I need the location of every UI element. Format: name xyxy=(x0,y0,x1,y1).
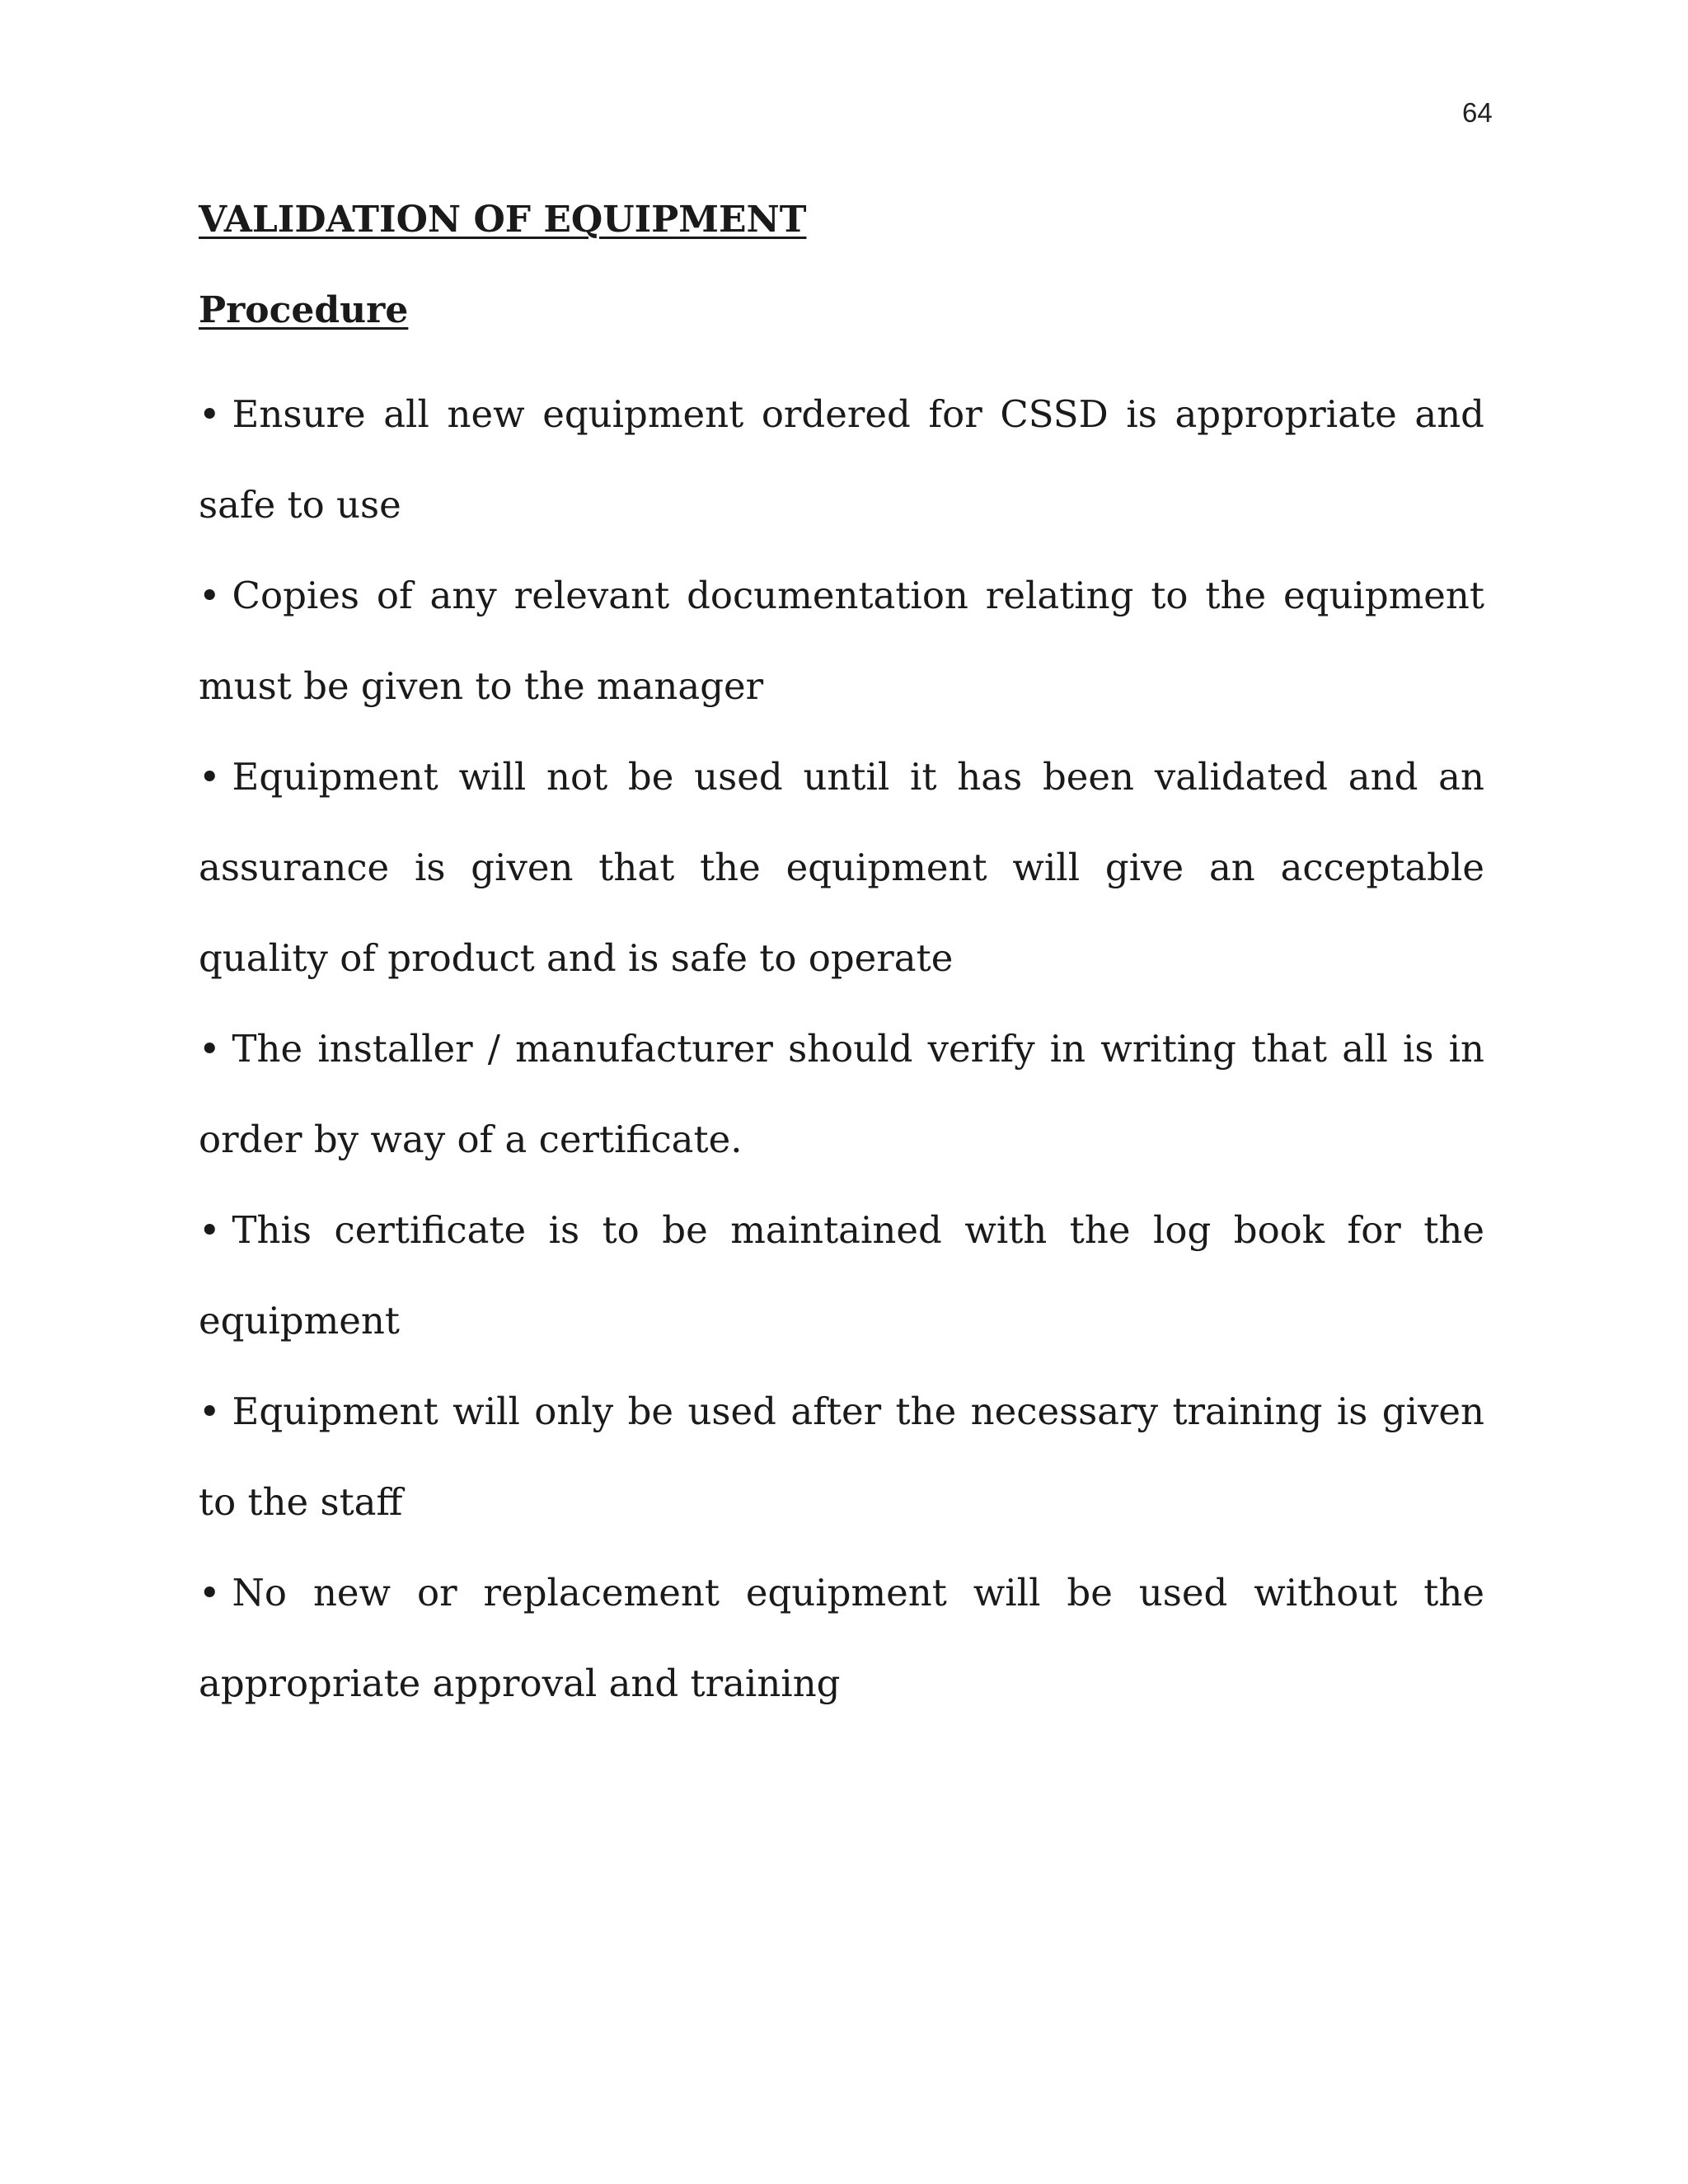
bullet-icon: • xyxy=(199,1390,221,1433)
list-item xyxy=(199,1004,1484,1185)
list-item-text: This certificate is to be maintained with the log book for the equipment xyxy=(199,1208,1484,1343)
list-item xyxy=(199,732,1484,1004)
list-item xyxy=(199,1548,1484,1729)
list-item-text: The installer / manufacturer should verify in writing that all is in order by way of a certificate. xyxy=(199,1027,1484,1161)
document-title: VALIDATION OF EQUIPMENT xyxy=(199,199,807,241)
bullet-icon: • xyxy=(199,392,221,436)
list-item-text: No new or replacement equipment will be used without the appropriate approval and training xyxy=(199,1571,1484,1705)
procedure-list xyxy=(199,369,1484,1729)
list-item-text: Equipment will not be used until it has been validated and an assurance is given that the equipment will give an acceptable quality of product and is safe to operate xyxy=(199,755,1484,980)
page-number: 64 xyxy=(1462,97,1493,128)
list-item xyxy=(199,1185,1484,1366)
list-item xyxy=(199,1366,1484,1548)
bullet-icon: • xyxy=(199,1027,221,1071)
section-heading: Procedure xyxy=(199,289,409,331)
bullet-icon: • xyxy=(199,1208,221,1252)
list-item-text: Copies of any relevant documentation relating to the equipment must be given to the manager xyxy=(199,574,1484,708)
list-item-text: Ensure all new equipment ordered for CSSD is appropriate and safe to use xyxy=(199,392,1484,527)
list-item-text: Equipment will only be used after the necessary training is given to the staff xyxy=(199,1390,1484,1524)
bullet-icon: • xyxy=(199,1571,221,1615)
document-body xyxy=(199,191,1484,1729)
bullet-icon: • xyxy=(199,755,221,799)
bullet-icon: • xyxy=(199,574,221,617)
list-item xyxy=(199,551,1484,732)
list-item xyxy=(199,369,1484,551)
